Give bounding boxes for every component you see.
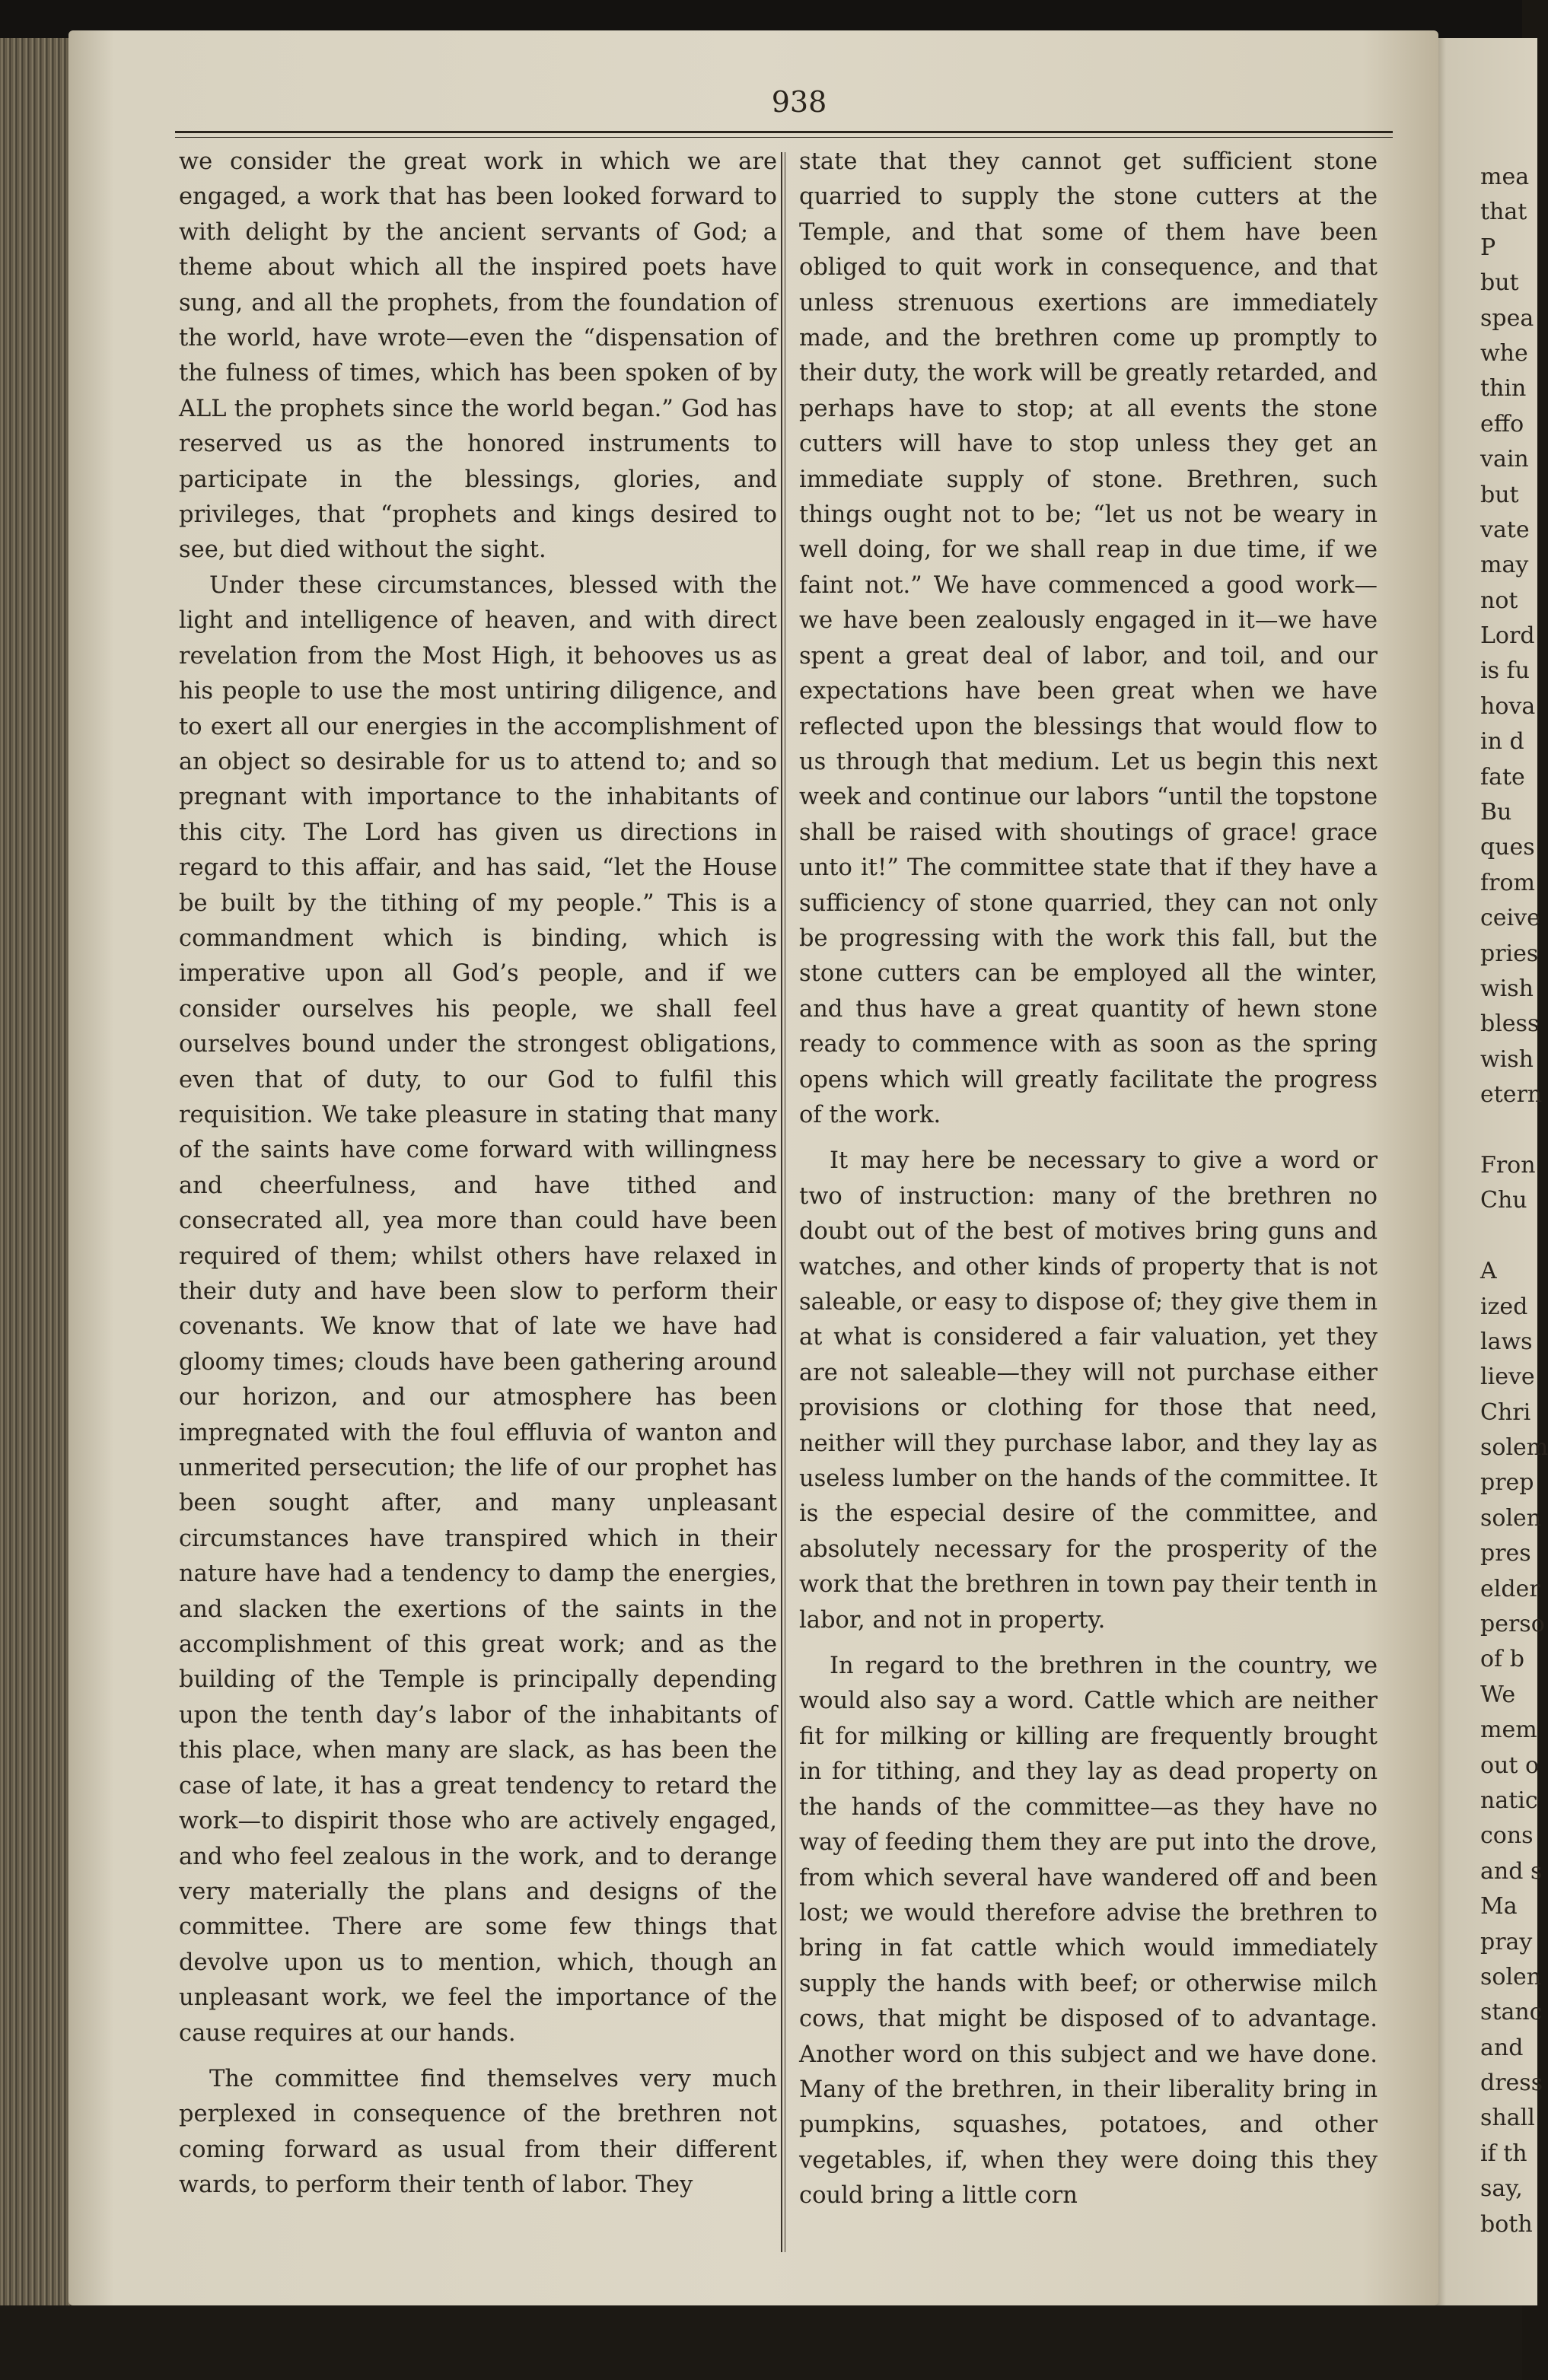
facing-page-fragment: Lord bbox=[1480, 622, 1535, 650]
facing-page-fragment: whe bbox=[1480, 339, 1528, 367]
facing-page-fragment: wish bbox=[1480, 975, 1534, 1002]
left-column bbox=[179, 145, 777, 2203]
facing-page-fragment: but bbox=[1480, 481, 1519, 508]
facing-page-fragment: dress bbox=[1480, 2070, 1543, 2097]
left-paragraph-1: we consider the great work in which we are engaged, a work that has been looked forward to with delight by the ancient servants of God; a theme about which all the inspired poets have sung, and all the prophets, from the foundation of the world, have wrote—even the “dispensation of the fulness of times, which has been spoken of by ALL the prophets since the world began.” God has reserved us as the honored instruments to participate in the blessings, glories, and privileges, that “prophets and kings desired to see, but died without the sight. bbox=[179, 148, 777, 564]
facing-page-fragment: of b bbox=[1480, 1646, 1524, 1673]
facing-page-fragment: ized bbox=[1480, 1293, 1528, 1320]
facing-page-fragment: prep bbox=[1480, 1469, 1534, 1497]
facing-page-fragment: vain bbox=[1480, 446, 1529, 473]
header-rule bbox=[175, 131, 1393, 133]
right-paragraph-1: state that they cannot get sufficient stone quarried to supply the stone cutters at the Temple, and that some of them have been obliged to quit work in consequence, and that unless strenuous exertions are immediately made, and the brethren come up promptly to their duty, the work will be greatly retarded, and perhaps have to stop; at all events the stone cutters will have to stop unless they get an immediate supply of stone. Brethren, such things ought not to be; “let us not be weary in well doing, for we shall reap in due time, if we faint not.” We have commenced a good work—we have been zealously engaged in it—we have spent a great deal of labor, and toil, and our expectations have been great when we have reflected upon the blessings that would flow to us through that medium. Let us begin this next week and continue our labors “until the topstone shall be raised with shoutings of grace! grace unto it!” The committee state that if they have a sufficiency of stone quarried, they can not only be progressing with the work this fall, but the stone cutters can be employed all the winter, and thus have a great quantity of hewn stone ready to commence with as soon as the spring opens which will greatly facilitate the progress of the work. bbox=[799, 148, 1378, 1128]
facing-page-fragment bbox=[1480, 1219, 1526, 1254]
facing-page-fragment: etern bbox=[1480, 1081, 1543, 1109]
column-divider bbox=[781, 152, 782, 2252]
facing-page-fragment: bless bbox=[1480, 1010, 1540, 1038]
page-number: 938 bbox=[771, 85, 827, 119]
facing-page-fragment: pray bbox=[1480, 1928, 1533, 1955]
facing-page-fragment: Chu bbox=[1480, 1187, 1527, 1214]
facing-page-text-fragments bbox=[1480, 160, 1548, 2242]
facing-page-fragment: solen bbox=[1480, 1963, 1542, 1990]
facing-page-fragment: ceive bbox=[1480, 905, 1540, 932]
facing-page-fragment: Chri bbox=[1480, 1398, 1531, 1426]
scan-bottom-background bbox=[0, 2305, 1522, 2380]
facing-page-fragment: solen bbox=[1480, 1504, 1542, 1532]
facing-page-fragment: Ma bbox=[1480, 1893, 1518, 1920]
facing-page-fragment: if th bbox=[1480, 2140, 1527, 2167]
facing-page-fragment: pries bbox=[1480, 940, 1539, 967]
facing-page-fragment: elder bbox=[1480, 1575, 1540, 1602]
right-column bbox=[799, 145, 1378, 2214]
facing-page-fragment: P bbox=[1480, 234, 1496, 261]
facing-page-fragment: hova bbox=[1480, 692, 1536, 720]
facing-page-fragment: may bbox=[1480, 552, 1529, 579]
facing-page-fragment: effo bbox=[1480, 410, 1524, 438]
book-page-edges bbox=[0, 38, 76, 2305]
facing-page-fragment: spea bbox=[1480, 304, 1534, 332]
facing-page-fragment: and bbox=[1480, 2034, 1524, 2061]
facing-page-fragment: say, bbox=[1480, 2175, 1523, 2203]
facing-page-fragment: Bu bbox=[1480, 799, 1512, 826]
facing-page-fragment: vate bbox=[1480, 516, 1530, 543]
facing-page-fragment: from bbox=[1480, 869, 1535, 896]
facing-page-fragment: Fron bbox=[1480, 1151, 1536, 1179]
facing-page-fragment: both bbox=[1480, 2210, 1533, 2238]
facing-page-fragment: perso bbox=[1480, 1611, 1545, 1638]
facing-page-fragment: but bbox=[1480, 269, 1519, 297]
facing-page-fragment bbox=[1480, 1113, 1526, 1148]
facing-page-fragment: and s bbox=[1480, 1857, 1543, 1885]
facing-page-fragment: pres bbox=[1480, 1540, 1531, 1567]
right-paragraph-3: In regard to the brethren in the country, we would also say a word. Cattle which are neither fit for milking or killing are frequently brought in for tithing, and they lay as dead property on the hands of the committee—as they have no way of feeding them they are put into the drove, from which several have wandered off and been lost; we would therefore advise the brethren to bring in fat cattle which would immediately supply the hands with beef; or otherwise milch cows, that might be disposed of to advantage. Another word on this subject and we have done. Many of the brethren, in their liberality bring in pumpkins, squashes, potatoes, and other vegetables, if, when they were doing this they could bring a little corn bbox=[799, 1653, 1378, 2210]
facing-page-fragment: cons bbox=[1480, 1822, 1534, 1850]
facing-page-fragment: laws bbox=[1480, 1328, 1533, 1355]
facing-page-fragment: lieve bbox=[1480, 1363, 1535, 1391]
facing-page-fragment: thin bbox=[1480, 375, 1527, 402]
facing-page-fragment: stanc bbox=[1480, 1999, 1543, 2026]
facing-page-fragment: is fu bbox=[1480, 657, 1530, 685]
left-paragraph-3: The committee find themselves very much perplexed in consequence of the brethren not coming forward as usual from their different wards, to perform their tenth of labor. They bbox=[179, 2065, 777, 2199]
facing-page-fragment: natic bbox=[1480, 1787, 1538, 1814]
facing-page-fragment: wish bbox=[1480, 1045, 1534, 1073]
left-paragraph-2: Under these circumstances, blessed with the light and intelligence of heaven, and with direct revelation from the Most High, it behooves us as his people to use the most untiring diligence, and to exert all our energies in the accomplishment of an object so desirable for us to attend to; and so pregnant with importance to the inhabitants of this city. The Lord has given us directions in regard to this affair, and has said, “let the House be built by the tithing of my people.” This is a commandment which is binding, which is imperative upon all God’s people, and if we consider ourselves his people, we shall feel ourselves bound under the strongest obligations, even that of duty, to our God to fulfil this requisition. We take pleasure in stating that many of the saints have come forward with willingness and cheerfulness, and have tithed and consecrated all, yea more than could have been required of them; whilst others have relaxed in their duty and have been slow to perform their covenants. We know that of late we have had gloomy times; clouds have been gathering around our horizon, and our atmosphere has been impregnated with the foul effluvia of wanton and unmerited persecution; the life of our prophet has been sought after, and many unpleasant circumstances have transpired which in their nature have had a tendency to damp the energies, and slacken the exertions of the saints in the accomplishment of this great work; and as the building of the Temple is principally depending upon the tenth day’s labor of the inhabitants of this place, when many are slack, as has been the case of late, it has a great tendency to retard the work—to dispirit those who are actively engaged, and who feel zealous in the work, and to derange very materially the plans and designs of the committee. There are some few things that devolve upon us to mention, which, though an unpleasant work, we feel the importance of the cause requires at our hands. bbox=[179, 571, 777, 2047]
facing-page-fragment: in d bbox=[1480, 728, 1524, 756]
facing-page-fragment: solem bbox=[1480, 1434, 1548, 1462]
facing-page-fragment: that bbox=[1480, 199, 1527, 226]
right-paragraph-2: It may here be necessary to give a word or two of instruction: many of the brethren no doubt out of the best of motives bring guns and watches, and other kinds of property that is not saleable, or easy to dispose of; they give them in at what is considered a fair valuation, yet they are not saleable—they will not purchase either provisions or clothing for those that need, neither will they purchase labor, and they lay as useless lumber on the hands of the committee. It is the especial desire of the committee, and absolutely necessary for the prosperity of the work that the brethren in town pay their tenth in labor, and not in property. bbox=[799, 1147, 1378, 1634]
facing-page-fragment: A bbox=[1480, 1258, 1497, 1285]
facing-page-fragment: mem bbox=[1480, 1717, 1537, 1744]
facing-page-fragment: out o bbox=[1480, 1752, 1540, 1779]
header-rule-thin bbox=[175, 137, 1393, 138]
facing-page-fragment: ques bbox=[1480, 834, 1535, 861]
facing-page-fragment: fate bbox=[1480, 763, 1525, 791]
facing-page-fragment: mea bbox=[1480, 164, 1530, 190]
facing-page-fragment: not bbox=[1480, 587, 1518, 614]
facing-page-fragment: shall bbox=[1480, 2105, 1535, 2132]
facing-page-fragment: We bbox=[1480, 1681, 1516, 1708]
